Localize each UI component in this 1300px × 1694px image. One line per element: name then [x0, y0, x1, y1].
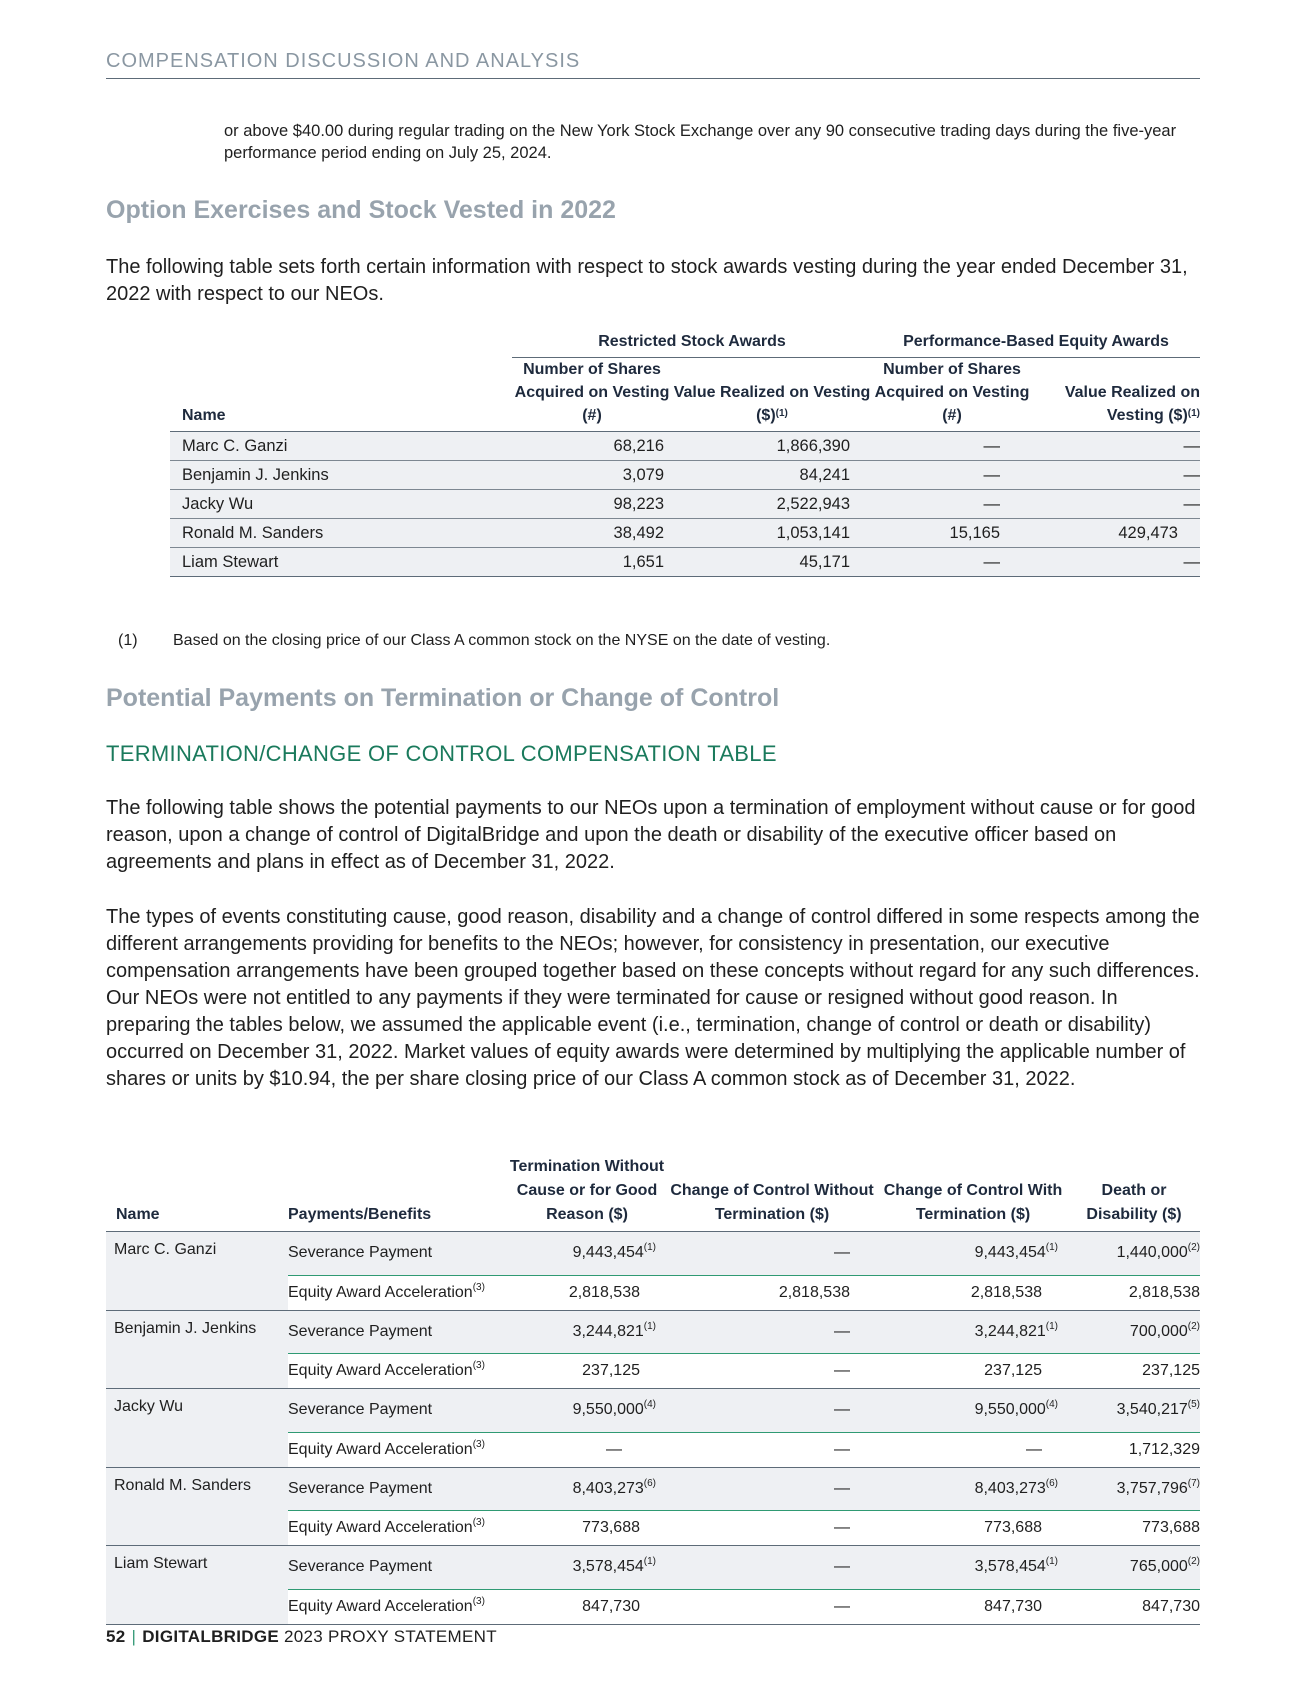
table-row	[106, 1589, 1200, 1624]
cell-termination: 773,688	[508, 1511, 666, 1546]
cell-name-empty	[106, 1432, 288, 1467]
header-rule	[106, 78, 1200, 79]
cell-payment-type: Severance Payment	[288, 1310, 508, 1354]
cell-termination: 3,578,454$^{(1)}$	[508, 1546, 666, 1590]
col-header-death: Death or Disability ($)	[1068, 1155, 1200, 1232]
cell-name: Marc C. Ganzi	[170, 432, 512, 461]
col-header-pb-value: Value Realized on Vesting ($)$^{(1)}$	[1032, 358, 1200, 432]
cell-coc-without: —	[666, 1467, 878, 1511]
cell-payment-type: Equity Award Acceleration$^{(3)}$	[288, 1354, 508, 1389]
cell-death: 847,730	[1068, 1589, 1200, 1624]
table-row	[170, 490, 1200, 519]
cell-termination: 3,244,821$^{(1)}$	[508, 1310, 666, 1354]
cell-payment-type: Equity Award Acceleration$^{(3)}$	[288, 1511, 508, 1546]
cell-coc-with: 3,578,454$^{(1)}$	[878, 1546, 1068, 1590]
cell-pb-value: —	[1032, 490, 1200, 519]
cell-coc-without: 2,818,538	[666, 1275, 878, 1310]
cell-pb-shares: —	[872, 432, 1032, 461]
section-title-potential-payments: Potential Payments on Termination or Change of Control	[106, 684, 780, 712]
cell-name: Ronald M. Sanders	[106, 1467, 288, 1511]
cell-death: 3,757,796$^{(7)}$	[1068, 1467, 1200, 1511]
cell-coc-without: —	[666, 1389, 878, 1433]
cell-pb-shares: 15,165	[872, 519, 1032, 548]
cell-rs-shares: 1,651	[512, 548, 672, 577]
col-header-pb-shares: Number of Shares Acquired on Vesting (#)	[872, 358, 1032, 432]
cell-pb-value: 429,473	[1032, 519, 1200, 548]
cell-pb-shares: —	[872, 461, 1032, 490]
table-row	[106, 1354, 1200, 1389]
col-header-payments: Payments/Benefits	[288, 1155, 508, 1232]
cell-coc-with: 237,125	[878, 1354, 1068, 1389]
table-row	[170, 519, 1200, 548]
cell-payment-type: Severance Payment	[288, 1389, 508, 1433]
table-row	[170, 432, 1200, 461]
cell-coc-with: 3,244,821$^{(1)}$	[878, 1310, 1068, 1354]
cell-termination: 237,125	[508, 1354, 666, 1389]
cell-death: 2,818,538	[1068, 1275, 1200, 1310]
cell-coc-with: 847,730	[878, 1589, 1068, 1624]
footer-brand: DIGITALBRIDGE	[142, 1627, 279, 1646]
cell-pb-shares: —	[872, 490, 1032, 519]
col-header-coc-without: Change of Control Without Termination ($)	[666, 1155, 878, 1232]
col-header-termination: Termination Without Cause or for Good Reason ($)	[508, 1155, 666, 1232]
running-header: COMPENSATION DISCUSSION AND ANALYSIS	[106, 50, 581, 72]
cell-rs-value: 1,866,390	[672, 432, 872, 461]
section-paragraph-1: The following table shows the potential payments to our NEOs upon a termination of employment without cause or for good reason, upon a change of control of DigitalBridge and upon the death or disability of the executive officer based on agreements and plans in effect as of December 31, 2022.	[106, 797, 1196, 873]
cell-pb-value: —	[1032, 432, 1200, 461]
cell-rs-shares: 3,079	[512, 461, 672, 490]
cell-name: Marc C. Ganzi	[106, 1232, 288, 1276]
cell-coc-without: —	[666, 1354, 878, 1389]
cell-rs-shares: 68,216	[512, 432, 672, 461]
col-header-name: Name	[170, 358, 512, 432]
termination-table-body	[106, 1232, 1200, 1625]
cell-rs-value: 1,053,141	[672, 519, 872, 548]
cell-name: Jacky Wu	[106, 1389, 288, 1433]
cell-coc-without: —	[666, 1589, 878, 1624]
cell-coc-without: —	[666, 1511, 878, 1546]
footnote	[118, 632, 830, 650]
cell-name-empty	[106, 1275, 288, 1310]
cell-payment-type: Equity Award Acceleration$^{(3)}$	[288, 1589, 508, 1624]
table-row	[106, 1511, 1200, 1546]
table-row	[106, 1310, 1200, 1354]
cell-death: 700,000$^{(2)}$	[1068, 1310, 1200, 1354]
cell-pb-value: —	[1032, 548, 1200, 577]
section-subtitle-termination-table: TERMINATION/CHANGE OF CONTROL COMPENSATION TABLE	[106, 741, 777, 766]
cell-death: 237,125	[1068, 1354, 1200, 1389]
cell-coc-without: —	[666, 1546, 878, 1590]
cell-coc-without: —	[666, 1432, 878, 1467]
cell-payment-type: Severance Payment	[288, 1467, 508, 1511]
cell-pb-value: —	[1032, 461, 1200, 490]
section-title-option-exercises: Option Exercises and Stock Vested in 2022	[106, 196, 616, 224]
cell-coc-with: 773,688	[878, 1511, 1068, 1546]
cell-rs-value: 2,522,943	[672, 490, 872, 519]
cell-payment-type: Severance Payment	[288, 1232, 508, 1276]
cell-payment-type: Equity Award Acceleration$^{(3)}$	[288, 1432, 508, 1467]
table-row	[106, 1546, 1200, 1590]
cell-name: Benjamin J. Jenkins	[106, 1310, 288, 1354]
cell-termination: 2,818,538	[508, 1275, 666, 1310]
page-number: 52	[106, 1627, 126, 1646]
cell-coc-without: —	[666, 1310, 878, 1354]
group-header-restricted: Restricted Stock Awards	[512, 330, 872, 358]
page-footer	[106, 1627, 497, 1647]
cell-coc-with: 9,443,454$^{(1)}$	[878, 1232, 1068, 1276]
cell-name-empty	[106, 1589, 288, 1624]
cell-rs-shares: 38,492	[512, 519, 672, 548]
cell-name-empty	[106, 1511, 288, 1546]
cell-name-empty	[106, 1354, 288, 1389]
col-header-rs-shares: Number of Shares Acquired on Vesting (#)	[512, 358, 672, 432]
cell-name: Liam Stewart	[170, 548, 512, 577]
col-header-name: Name	[106, 1155, 288, 1232]
cell-pb-shares: —	[872, 548, 1032, 577]
footnote-mark: (1)	[118, 632, 138, 649]
cell-termination: 8,403,273$^{(6)}$	[508, 1467, 666, 1511]
vesting-table	[170, 330, 1200, 577]
cell-death: 1,440,000$^{(2)}$	[1068, 1232, 1200, 1276]
footer-separator: |	[131, 1627, 137, 1646]
cell-payment-type: Equity Award Acceleration$^{(3)}$	[288, 1275, 508, 1310]
table-row	[170, 461, 1200, 490]
table-row	[106, 1275, 1200, 1310]
cell-name: Liam Stewart	[106, 1546, 288, 1590]
table-row	[106, 1232, 1200, 1276]
cell-death: 765,000$^{(2)}$	[1068, 1546, 1200, 1590]
cell-termination: —	[508, 1432, 666, 1467]
table-row	[106, 1432, 1200, 1467]
cell-coc-without: —	[666, 1232, 878, 1276]
cell-rs-value: 45,171	[672, 548, 872, 577]
col-header-rs-value: Value Realized on Vesting ($)$^{(1)}$	[672, 358, 872, 432]
cell-name: Jacky Wu	[170, 490, 512, 519]
cell-death: 3,540,217$^{(5)}$	[1068, 1389, 1200, 1433]
cell-coc-with: 8,403,273$^{(6)}$	[878, 1467, 1068, 1511]
group-header-blank	[170, 330, 512, 358]
table-row	[170, 548, 1200, 577]
cell-payment-type: Severance Payment	[288, 1546, 508, 1590]
intro-note: or above $40.00 during regular trading on the New York Stock Exchange over any 90 consecutive trading days during the five-year performance period ending on July 25, 2024.	[224, 122, 1177, 162]
cell-termination: 9,443,454$^{(1)}$	[508, 1232, 666, 1276]
section-paragraph-vesting: The following table sets forth certain information with respect to stock awards vesting during the year ended December 31, 2022 with respect to our NEOs.	[106, 256, 1188, 305]
col-header-coc-with: Change of Control With Termination ($)	[878, 1155, 1068, 1232]
termination-table	[106, 1155, 1200, 1625]
cell-rs-shares: 98,223	[512, 490, 672, 519]
footnote-text: Based on the closing price of our Class A common stock on the NYSE on the date of vesting.	[173, 632, 831, 649]
footer-doc-title: 2023 PROXY STATEMENT	[284, 1627, 497, 1646]
cell-name: Ronald M. Sanders	[170, 519, 512, 548]
cell-coc-with: —	[878, 1432, 1068, 1467]
cell-rs-value: 84,241	[672, 461, 872, 490]
cell-death: 773,688	[1068, 1511, 1200, 1546]
table-row	[106, 1389, 1200, 1433]
section-paragraph-2: The types of events constituting cause, good reason, disability and a change of control differed in some respects among the different arrangements providing for benefits to the NEOs; however, for consistency in presentation, our executive compensation arrangements have been grouped together based on these concepts without regard for any such differences. Our NEOs were not entitled to any payments if they were terminated for cause or resigned without good reason. In preparing the tables below, we assumed the applicable event (i.e., termination, change of control or death or disability) occurred on December 31, 2022. Market values of equity awards were determined by multiplying the applicable number of shares or units by $10.94, the per share closing price of our Class A common stock as of December 31, 2022.	[106, 906, 1200, 1090]
table-row	[106, 1467, 1200, 1511]
cell-coc-with: 2,818,538	[878, 1275, 1068, 1310]
cell-coc-with: 9,550,000$^{(4)}$	[878, 1389, 1068, 1433]
cell-name: Benjamin J. Jenkins	[170, 461, 512, 490]
cell-termination: 847,730	[508, 1589, 666, 1624]
cell-death: 1,712,329	[1068, 1432, 1200, 1467]
group-header-performance: Performance-Based Equity Awards	[872, 330, 1200, 358]
cell-termination: 9,550,000$^{(4)}$	[508, 1389, 666, 1433]
